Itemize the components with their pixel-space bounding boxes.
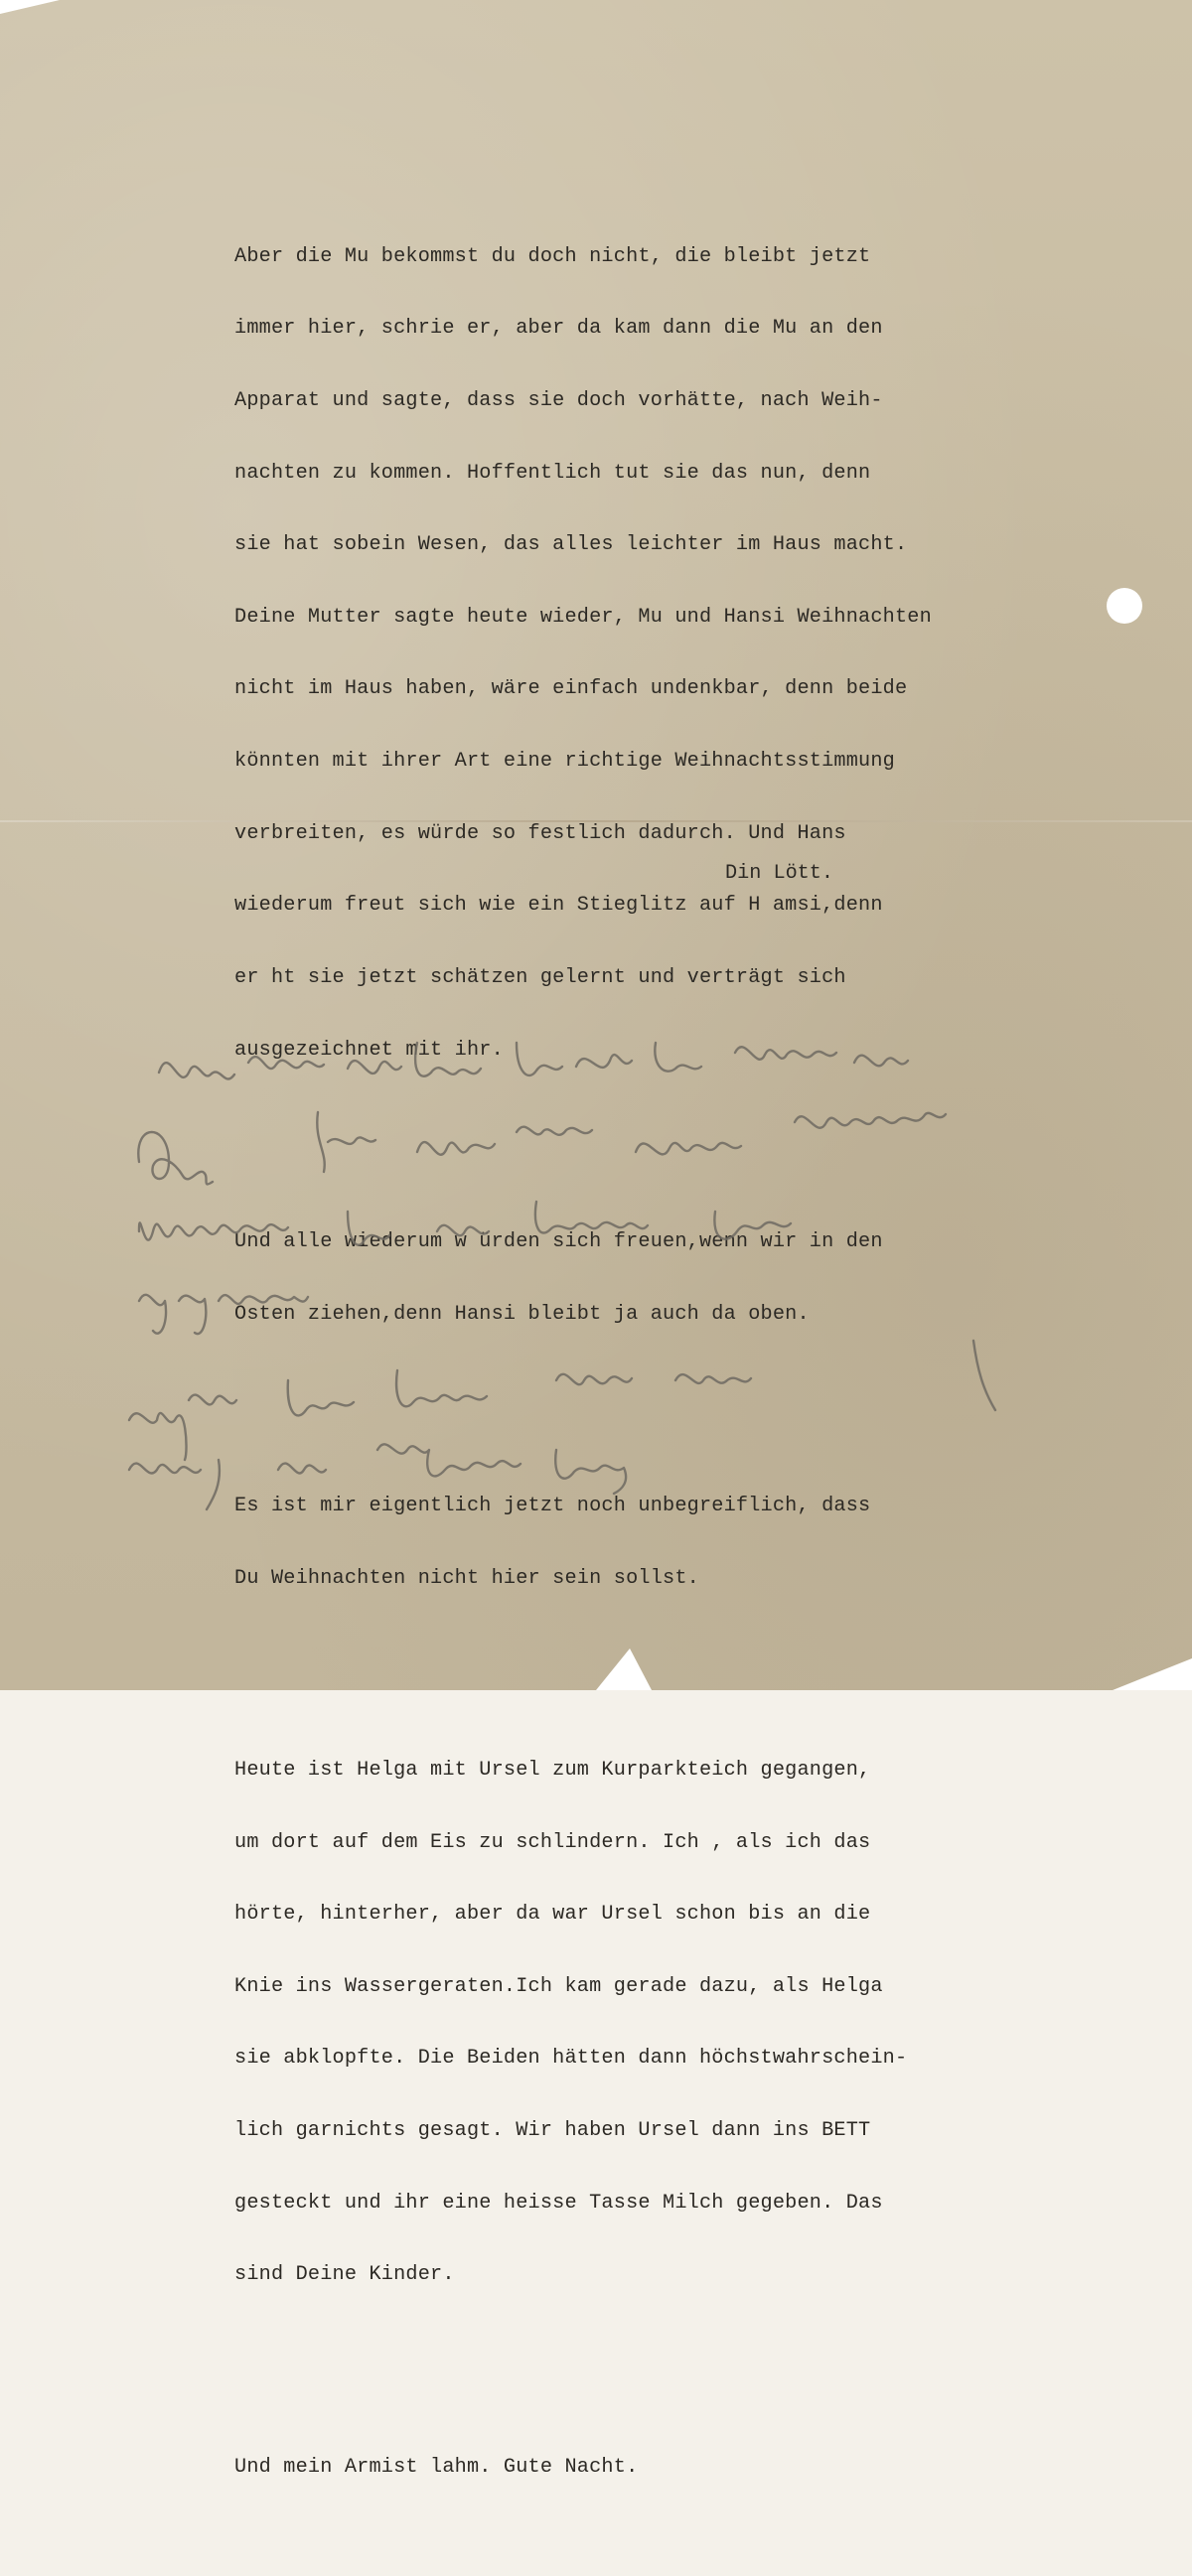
text-line: Heute ist Helga mit Ursel zum Kurparkteich gegangen, (234, 1759, 871, 1782)
handwriting-stroke (139, 1202, 791, 1245)
text-line: wiederum freut sich wie ein Stieglitz auf H amsi,denn (234, 894, 883, 918)
handwriting-stroke (129, 1444, 626, 1509)
text-line: um dort auf dem Eis zu schlindern. Ich , als ich das (234, 1830, 871, 1854)
paper-tear (0, 0, 60, 14)
text-line: er ht sie jetzt schätzen gelernt und verträgt sich (234, 965, 846, 989)
text-line: sind Deine Kinder. (234, 2263, 455, 2287)
paragraph (234, 1711, 1109, 2336)
punch-hole (1107, 588, 1142, 624)
text-line: verbreiten, es würde so festlich dadurch. Und Hans (234, 821, 846, 845)
text-line: Knie ins Wassergeraten.Ich kam gerade dazu, als Helga (234, 1974, 883, 1998)
text-line: Osten ziehen,denn Hansi bleibt ja auch da oben. (234, 1302, 810, 1326)
text-line: nicht im Haus haben, wäre einfach undenkbar, denn beide (234, 677, 908, 701)
text-line: lich garnichts gesagt. Wir haben Ursel dann ins BETT (234, 2119, 871, 2143)
text-line: Aber die Mu bekommst du doch nicht, die bleibt jetzt (234, 244, 871, 268)
text-line: Und alle wiederum w ürden sich freuen,wenn wir in den (234, 1229, 883, 1253)
handwritten-pencil-note (119, 1003, 1152, 1619)
text-line: hörte, hinterher, aber da war Ursel schon bis an die (234, 1903, 871, 1927)
paragraph (234, 197, 1109, 1110)
text-line: Und mein Armist lahm. Gute Nacht. (234, 2455, 639, 2479)
text-line: sie hat sobein Wesen, das alles leichter im Haus macht. (234, 533, 908, 557)
handwriting-stroke (159, 1043, 908, 1079)
handwriting-stroke (139, 1295, 308, 1334)
text-line: Apparat und sagte, dass sie doch vorhätte, nach Weih- (234, 389, 883, 413)
text-line: immer hier, schrie er, aber da kam dann die Mu an den (234, 317, 883, 341)
paper-tear (1113, 1658, 1192, 1690)
text-line: Du Weihnachten nicht hier sein sollst. (234, 1566, 699, 1590)
text-line: Deine Mutter sagte heute wieder, Mu und Hansi Weihnachten (234, 605, 932, 629)
text-line: könnten mit ihrer Art eine richtige Weihnachtsstimmung (234, 750, 895, 774)
paragraph (234, 2407, 1109, 2527)
text-line: sie abklopfte. Die Beiden hätten dann höchstwahrschein- (234, 2047, 908, 2071)
text-line: nachten zu kommen. Hoffentlich tut sie das nun, denn (234, 461, 871, 485)
handwriting-stroke (138, 1112, 946, 1184)
text-line: ausgezeichnet mit ihr. (234, 1038, 504, 1062)
typed-signature: Din Lött. (725, 862, 834, 885)
text-line: Es ist mir eigentlich jetzt noch unbegreiflich, dass (234, 1494, 871, 1517)
handwriting-stroke (129, 1341, 995, 1460)
text-line: gesteckt und ihr eine heisse Tasse Milch gegeben. Das (234, 2191, 883, 2215)
